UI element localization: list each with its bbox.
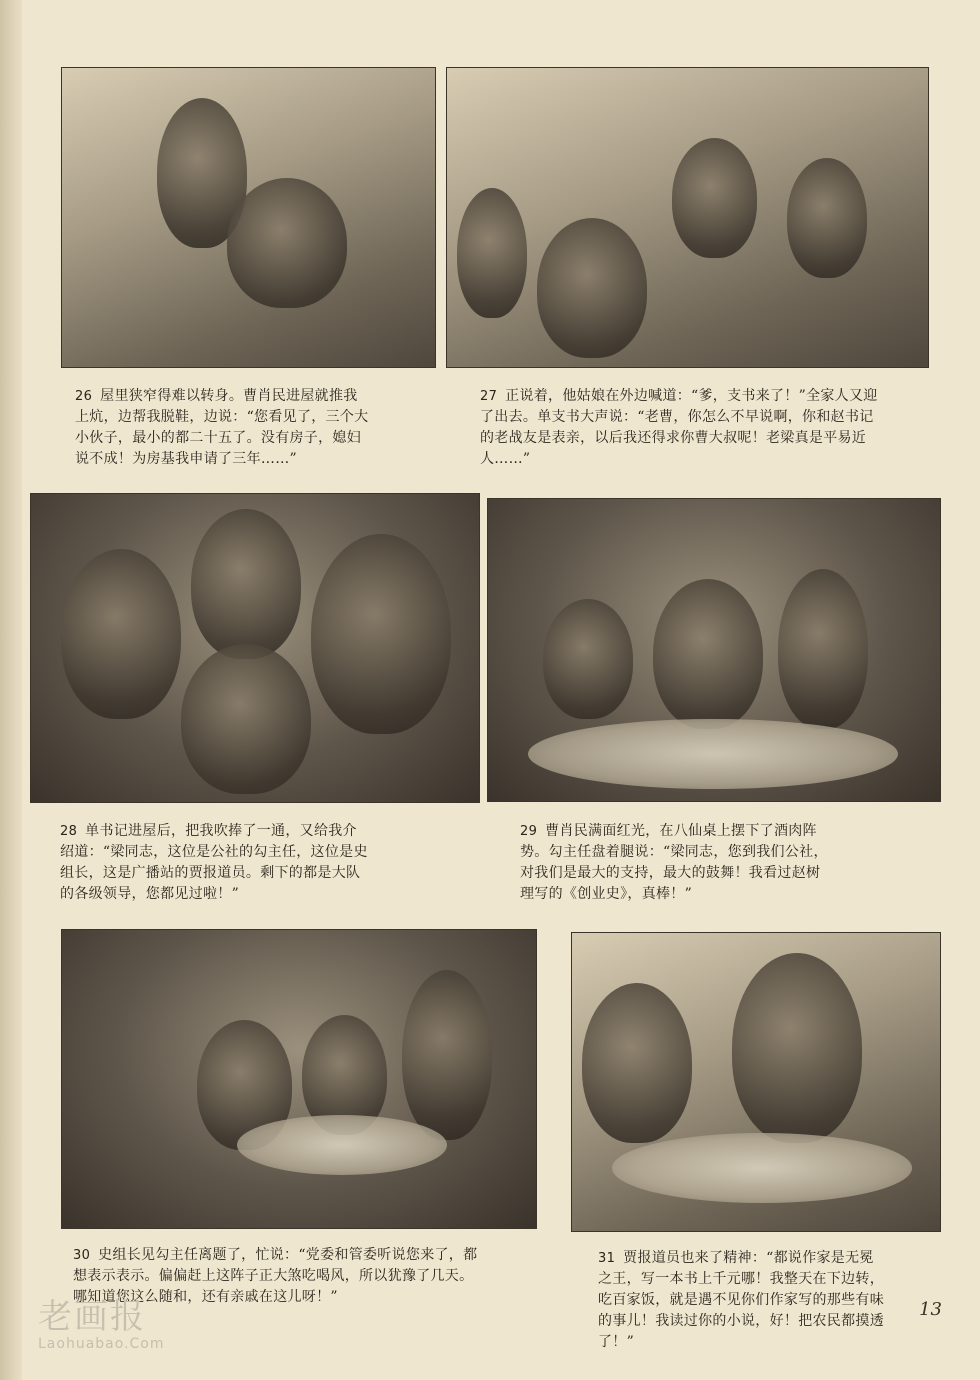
figure-man-center xyxy=(653,579,763,729)
figure-man-bending xyxy=(227,178,347,308)
caption-text: 单书记进屋后，把我吹捧了一通，又给我介 绍道：“梁同志，这位是公社的勾主任，这位是史 组长，这是广播站的贾报道员。剩下的都是大队 的各级领导，您都见过啦！” xyxy=(60,823,368,902)
figure-man-bald xyxy=(181,644,311,794)
illustration-panel-29 xyxy=(487,498,941,802)
figure-man-center xyxy=(537,218,647,358)
caption-27 xyxy=(480,386,930,470)
figure-man-back xyxy=(191,509,301,659)
figure-man-cap xyxy=(787,158,867,278)
caption-number: 29 xyxy=(520,824,538,839)
watermark xyxy=(38,1298,164,1352)
figure-man-right xyxy=(402,970,492,1140)
watermark-url: Laohuabao.Com xyxy=(38,1336,165,1352)
caption-number: 30 xyxy=(73,1248,91,1263)
illustration-panel-28 xyxy=(30,493,480,803)
caption-26 xyxy=(75,386,435,470)
caption-text: 曹肖民满面红光，在八仙桌上摆下了酒肉阵 势。勾主任盘着腿说：“梁同志，您到我们公社， 对我们是最大的支持，最大的鼓舞！我看过赵树 理写的《创业史》，真棒！” xyxy=(520,823,828,902)
caption-29 xyxy=(520,821,920,905)
figure-man-cap xyxy=(61,549,181,719)
illustration-panel-27 xyxy=(446,67,929,368)
caption-31 xyxy=(598,1248,948,1353)
figure-man-left xyxy=(582,983,692,1143)
figure-man-laughing xyxy=(672,138,757,258)
illustration-panel-30 xyxy=(61,929,537,1229)
page-binding-edge xyxy=(0,0,22,1380)
figure-man-shadow xyxy=(778,569,868,729)
caption-text: 屋里狭窄得难以转身。曹肖民进屋就推我 上炕，边帮我脱鞋，边说：“您看见了，三个大 小伙子，最小的都二十五了。没有房子，媳妇 说不成！为房基我申请了三年……” xyxy=(75,388,369,467)
illustration-panel-26 xyxy=(61,67,436,368)
table-with-dishes xyxy=(612,1133,912,1203)
caption-28 xyxy=(60,821,460,905)
caption-number: 28 xyxy=(60,824,78,839)
caption-text: 正说着，他姑娘在外边喊道：“爹，支书来了！”全家人又迎 了出去。单支书大声说：“老曹，你怎么不早说啊，你和赵书记 的老战友是表亲，以后我还得求你曹大叔呢！老梁真是平易近 人……” xyxy=(480,388,878,467)
figure-man-left xyxy=(543,599,633,719)
figure-man-left xyxy=(457,188,527,318)
figure-man-right xyxy=(311,534,451,734)
watermark-logo: 老画报 xyxy=(38,1297,146,1337)
table-with-dishes xyxy=(237,1115,447,1175)
caption-text: 贾报道员也来了精神：“都说作家是无冕 之王，写一本书上千元哪！我整天在下边转， 吃百家饭，就是遇不见你们作家写的那些有味 的事儿！我读过你的小说，好！把农民都摸透 了！” xyxy=(598,1250,884,1350)
caption-text: 史组长见勾主任离题了，忙说：“党委和管委听说您来了，都 想表示表示。偏偏赶上这阵子正大煞吃喝风，所以犹豫了几天。 哪知道您这么随和，还有亲戚在这儿呀！” xyxy=(73,1247,478,1305)
table-with-dishes xyxy=(528,719,898,789)
caption-number: 27 xyxy=(480,389,498,404)
illustration-panel-31 xyxy=(571,932,941,1232)
figure-man-cap xyxy=(732,953,862,1143)
page-number: 13 xyxy=(919,1299,942,1320)
caption-number: 26 xyxy=(75,389,93,404)
caption-number: 31 xyxy=(598,1251,616,1266)
